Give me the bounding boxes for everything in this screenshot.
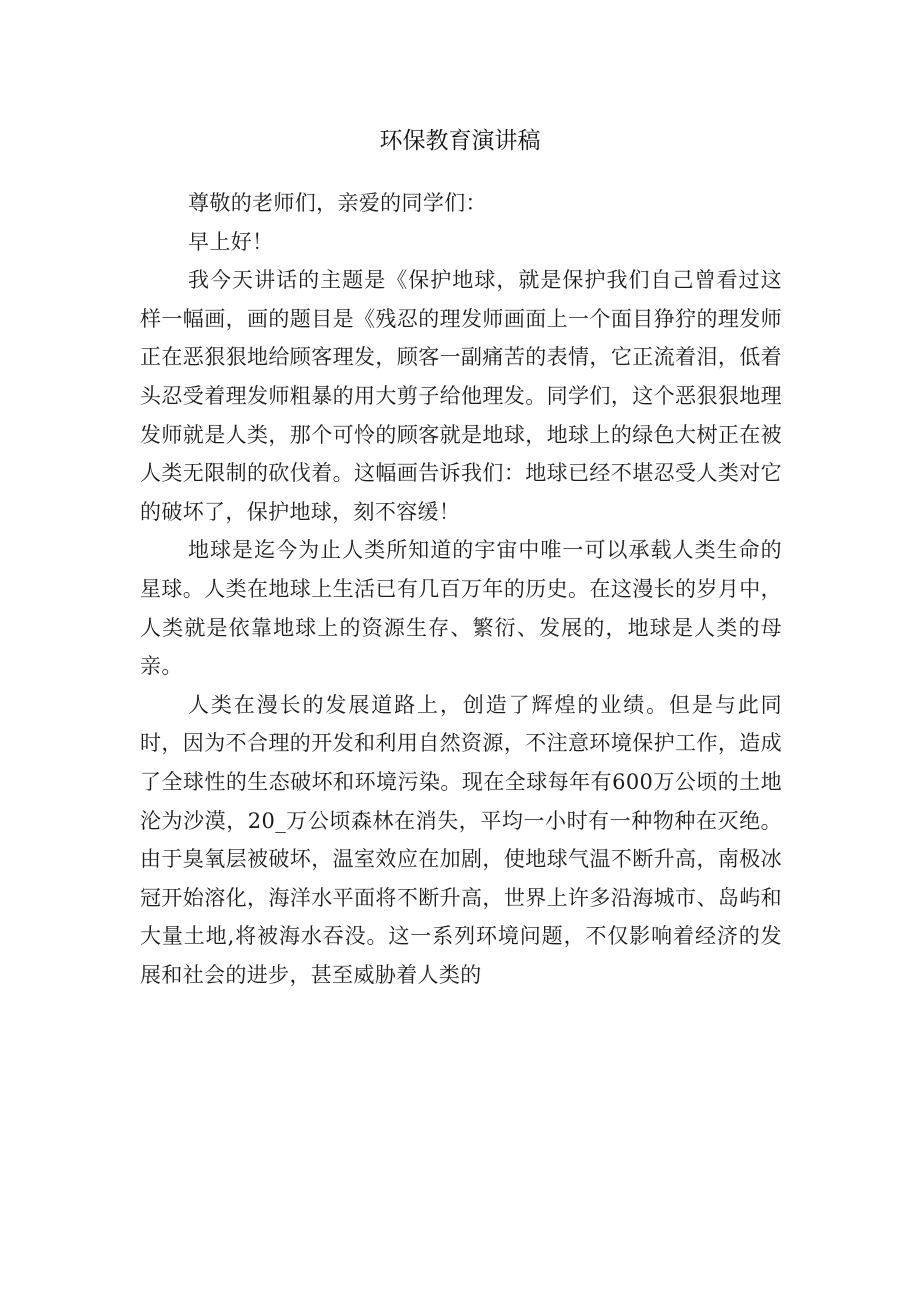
greeting-paragraph: 早上好！: [188, 229, 274, 254]
body-paragraph: 地球是迄今为止人类所知道的宇宙中唯一可以承载人类生命的星球。人类在地球上生活已有几百万年的历史。在这漫长的岁月中，人类就是依靠地球上的资源生存、繁衍、发展的，地球是人类的母亲。: [140, 538, 782, 679]
document-title: 环保教育演讲稿: [379, 128, 541, 154]
body-paragraph: 我今天讲话的主题是《保护地球，就是保护我们自己曾看过这样一幅画，画的题目是《残忍的理发师画面上一个面目狰狞的理发师正在恶狠狠地给顾客理发，顾客一副痛苦的表情，它正流着泪，低着头忍受着理发师粗暴的用大剪子给他理发。同学们，这个恶狠狠地理发师就是人类，那个可怜的顾客就是地球，地球上的绿色大树正在被人类无限制的砍伐着。这幅画告诉我们：地球已经不堪忍受人类对它的破坏了，保护地球，刻不容缓！: [140, 268, 782, 524]
document-body: [140, 184, 782, 994]
salutation-paragraph: 尊敬的老师们，亲爱的同学们：: [188, 191, 487, 215]
body-paragraph: 人类在漫长的发展道路上，创造了辉煌的业绩。但是与此同时，因为不合理的开发和利用自然资源，不注意环境保护工作，造成了全球性的生态破坏和环境污染。现在全球每年有600万公顷的土地沦为沙漠，20_万公顷森林在消失，平均一小时有一种物种在灭绝。由于臭氧层被破坏，温室效应在加剧，使地球气温不断升高，南极冰冠开始溶化，海洋水平面将不断升高，世界上许多沿海城市、岛屿和大量土地,将被海水吞没。这一系列环境问题，不仅影响着经济的发展和社会的进步，甚至威胁着人类的: [140, 692, 782, 987]
